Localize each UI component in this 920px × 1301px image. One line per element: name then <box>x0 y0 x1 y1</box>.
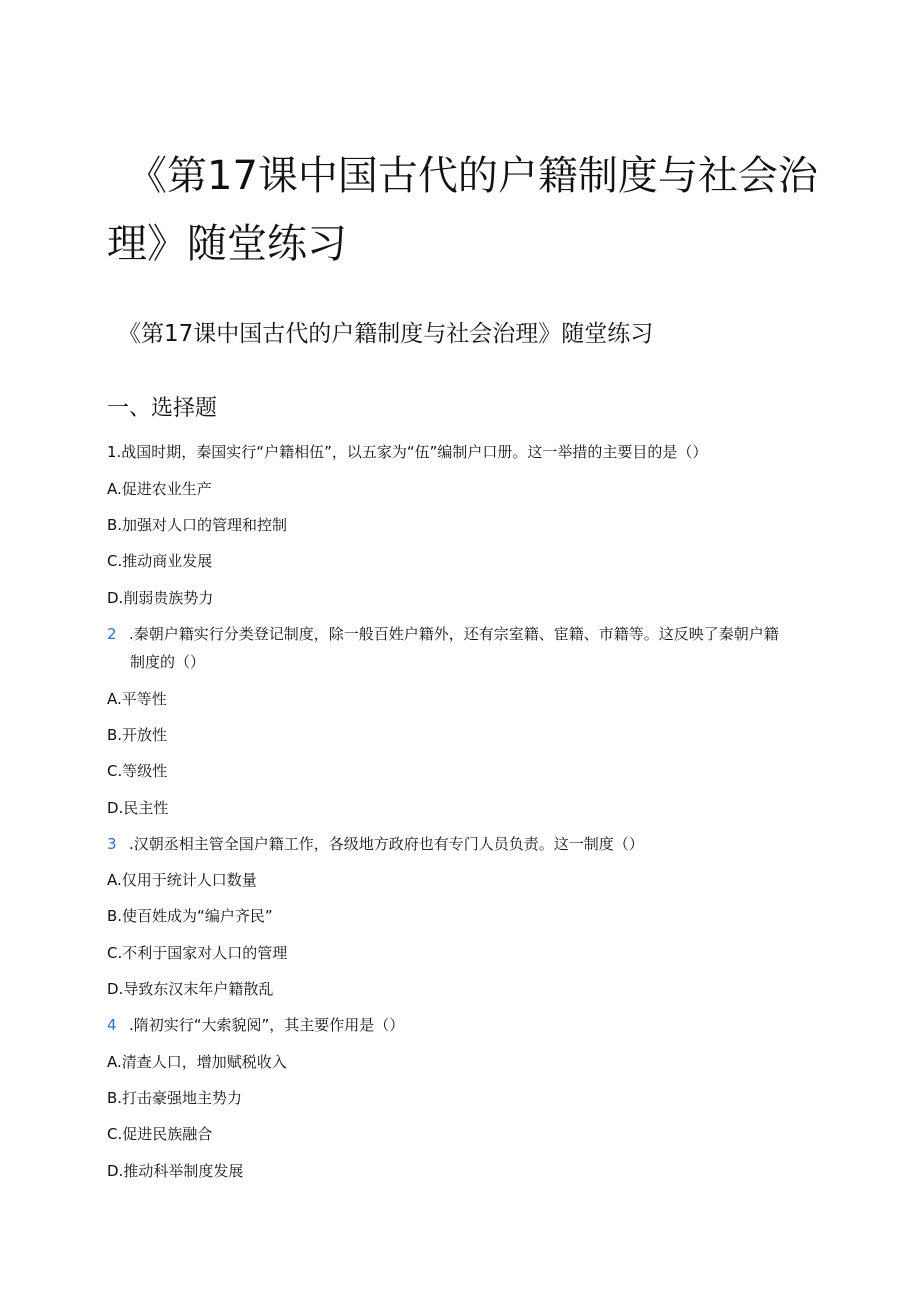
question-2-option-b: B.开放性 <box>107 726 168 744</box>
question-4-option-a: A.清查人口，增加赋税收入 <box>107 1053 287 1071</box>
title-line-2: 理》随堂练习 <box>107 221 347 267</box>
section-heading: 一、选择题 <box>107 396 218 421</box>
question-3-option-c: C.不利于国家对人口的管理 <box>107 944 288 962</box>
question-2-option-c: C.等级性 <box>107 762 168 780</box>
question-4 <box>107 1015 404 1035</box>
document-subtitle: 《第17课中国古代的户籍制度与社会治理》随堂练习 <box>118 321 654 347</box>
question-3 <box>107 834 644 854</box>
question-4-number: 4 <box>107 1016 117 1034</box>
question-3-text: .汉朝丞相主管全国户籍工作，各级地方政府也有专门人员负责。这一制度（） <box>129 835 644 853</box>
question-4-text: .隋初实行“大索貌阅”，其主要作用是（） <box>129 1016 405 1034</box>
question-2-text: .秦朝户籍实行分类登记制度，除一般百姓户籍外，还有宗室籍、宦籍、市籍等。这反映了秦朝户籍 <box>129 625 779 643</box>
question-1 <box>107 442 707 462</box>
question-4-option-b: B.打击豪强地主势力 <box>107 1089 243 1107</box>
question-3-option-b: B.使百姓成为“编户齐民” <box>107 907 273 925</box>
question-1-option-d: D.削弱贵族势力 <box>107 589 214 607</box>
question-1-option-c: C.推动商业发展 <box>107 552 213 570</box>
question-4-option-c: C.促进民族融合 <box>107 1125 213 1143</box>
question-2-number: 2 <box>107 625 117 643</box>
question-1-text: 1.战国时期，秦国实行“户籍相伍”，以五家为“伍”编制户口册。这一举措的主要目的是（） <box>107 443 708 461</box>
question-1-option-a: A.促进农业生产 <box>107 480 212 498</box>
question-3-option-a: A.仅用于统计人口数量 <box>107 871 257 889</box>
question-4-option-d: D.推动科举制度发展 <box>107 1162 244 1180</box>
question-3-option-d: D.导致东汉末年户籍散乱 <box>107 980 274 998</box>
question-2-option-d: D.民主性 <box>107 799 169 817</box>
question-2 <box>107 624 779 644</box>
question-2-option-a: A.平等性 <box>107 690 167 708</box>
document-title <box>107 142 818 278</box>
question-2-text-continued: 制度的（） <box>130 653 206 671</box>
title-line-1: 《第17课中国古代的户籍制度与社会治 <box>127 153 818 199</box>
question-3-number: 3 <box>107 835 117 853</box>
question-1-option-b: B.加强对人口的管理和控制 <box>107 516 288 534</box>
